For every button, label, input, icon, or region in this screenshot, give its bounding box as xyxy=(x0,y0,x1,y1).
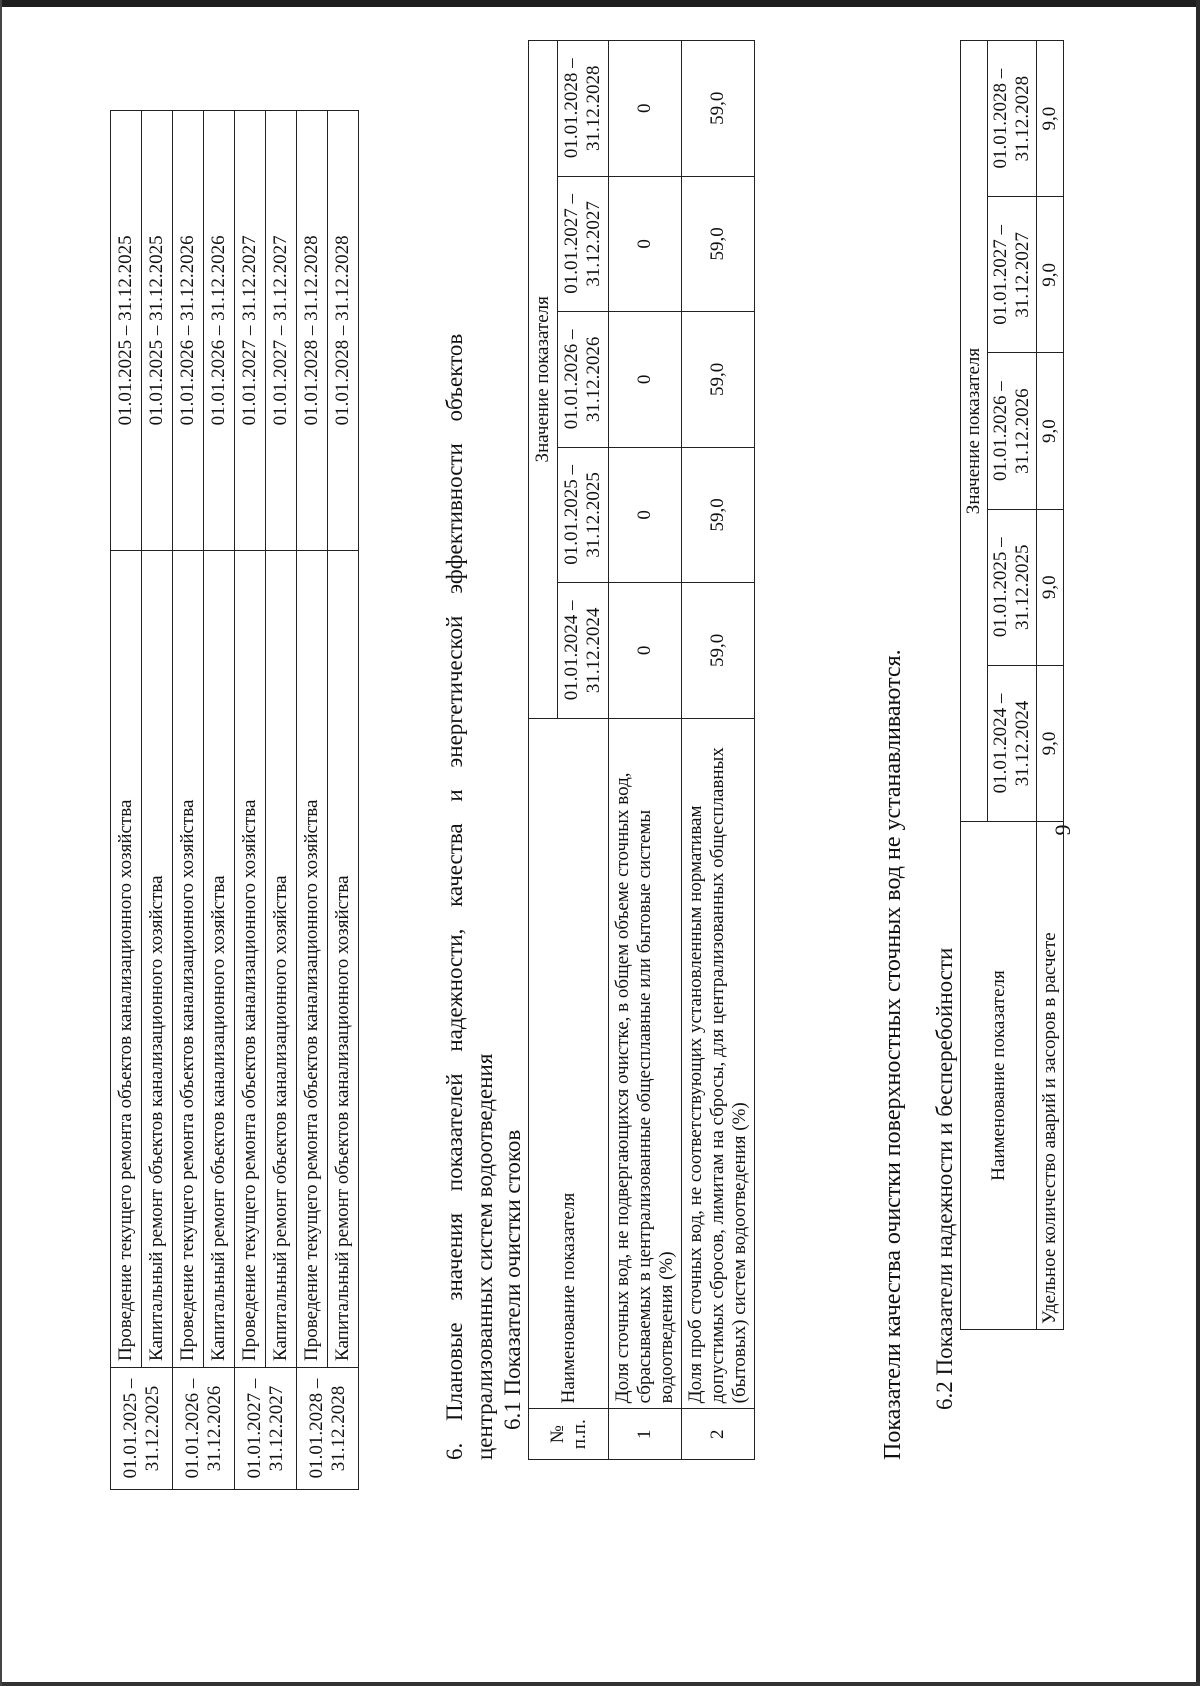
date-cell: 01.01.2027 – 31.12.2027 xyxy=(266,111,297,551)
table-6-1 xyxy=(528,40,755,1460)
period-header: 01.01.2027 – 31.12.2027 xyxy=(988,197,1037,353)
scan-edge-left xyxy=(0,0,2,1686)
scan-edge-top xyxy=(0,0,1200,7)
indicator-value: 0 xyxy=(609,447,682,583)
period-cell: 01.01.2025 – 31.12.2025 xyxy=(111,1367,173,1489)
col-name-header: Наименование показателя xyxy=(961,822,1037,1330)
date-cell: 01.01.2025 – 31.12.2025 xyxy=(111,111,142,551)
period-cell: 01.01.2028 – 31.12.2028 xyxy=(297,1367,359,1489)
period-header: 01.01.2025 – 31.12.2025 xyxy=(988,509,1037,665)
page-number: 9 xyxy=(1050,824,1075,836)
period-header: 01.01.2026 – 31.12.2026 xyxy=(988,353,1037,509)
table-row xyxy=(111,111,142,1490)
table-row xyxy=(609,41,682,1460)
col-num-header: № п.п. xyxy=(529,1409,609,1460)
indicator-value: 0 xyxy=(609,312,682,448)
table-row xyxy=(235,111,266,1490)
work-cell: Капитальный ремонт объектов канализационного хозяйства xyxy=(328,550,359,1367)
indicator-value: 9,0 xyxy=(1037,665,1064,821)
table-header-row xyxy=(961,41,988,1330)
surface-water-note: Показатели качества очистки поверхностных сточных вод не устанавливаются. xyxy=(880,649,906,1460)
table-row xyxy=(1037,41,1064,1330)
col-name-header: Наименование показателя xyxy=(529,718,609,1409)
work-cell: Капитальный ремонт объектов канализационного хозяйства xyxy=(266,550,297,1367)
work-cell: Проведение текущего ремонта объектов канализационного хозяйства xyxy=(173,550,204,1367)
indicator-value: 59,0 xyxy=(682,312,755,448)
indicator-name: Доля сточных вод, не подвергающихся очистке, в общем объеме сточных вод, сбрасываемых в централизованные общесплавные или бытовые системы водоотведения (%) xyxy=(609,718,682,1409)
scan-edge-bottom xyxy=(0,1682,1200,1686)
table-header-row xyxy=(529,41,558,1460)
date-cell: 01.01.2026 – 31.12.2026 xyxy=(204,111,235,551)
table-row xyxy=(682,41,755,1460)
period-header: 01.01.2028 – 31.12.2028 xyxy=(988,41,1037,197)
section-6-title-cont: централизованных систем водоотведения xyxy=(472,1053,497,1460)
row-number: 1 xyxy=(609,1409,682,1460)
period-cell: 01.01.2026 – 31.12.2026 xyxy=(173,1367,235,1489)
indicator-value: 0 xyxy=(609,583,682,719)
date-cell: 01.01.2027 – 31.12.2027 xyxy=(235,111,266,551)
rotated-page xyxy=(50,58,1130,1630)
table-row xyxy=(266,111,297,1490)
section-6-title: 6. Плановые значения показателей надежности, качества и энергетической эффективности объектов xyxy=(442,333,467,1460)
indicator-name: Удельное количество аварий и засоров в расчете xyxy=(1037,822,1064,1330)
indicator-value: 59,0 xyxy=(682,176,755,312)
col-values-header: Значение показателя xyxy=(961,41,988,822)
date-cell: 01.01.2028 – 31.12.2028 xyxy=(297,111,328,551)
subsection-6-2-title: 6.2 Показатели надежности и бесперебойности xyxy=(932,947,957,1410)
work-cell: Капитальный ремонт объектов канализационного хозяйства xyxy=(204,550,235,1367)
indicator-value: 9,0 xyxy=(1037,41,1064,197)
period-header: 01.01.2025 – 31.12.2025 xyxy=(558,447,609,583)
subsection-6-1-title: 6.1 Показатели очистки стоков xyxy=(500,1129,525,1430)
work-cell: Проведение текущего ремонта объектов канализационного хозяйства xyxy=(235,550,266,1367)
scan-edge-right xyxy=(1196,0,1200,1686)
indicator-value: 9,0 xyxy=(1037,509,1064,665)
date-cell: 01.01.2025 – 31.12.2025 xyxy=(142,111,173,551)
indicator-value: 59,0 xyxy=(682,41,755,177)
works-table xyxy=(110,110,359,1490)
table-row xyxy=(142,111,173,1490)
period-cell: 01.01.2027 – 31.12.2027 xyxy=(235,1367,297,1489)
period-header: 01.01.2024 – 31.12.2024 xyxy=(558,583,609,719)
date-cell: 01.01.2026 – 31.12.2026 xyxy=(173,111,204,551)
row-number: 2 xyxy=(682,1409,755,1460)
indicator-value: 59,0 xyxy=(682,583,755,719)
period-header: 01.01.2024 – 31.12.2024 xyxy=(988,665,1037,821)
table-row xyxy=(328,111,359,1490)
period-header: 01.01.2026 – 31.12.2026 xyxy=(558,312,609,448)
date-cell: 01.01.2028 – 31.12.2028 xyxy=(328,111,359,551)
col-values-header: Значение показателя xyxy=(529,41,558,719)
table-row xyxy=(204,111,235,1490)
table-row xyxy=(297,111,328,1490)
work-cell: Проведение текущего ремонта объектов канализационного хозяйства xyxy=(111,550,142,1367)
work-cell: Проведение текущего ремонта объектов канализационного хозяйства xyxy=(297,550,328,1367)
period-header: 01.01.2027 – 31.12.2027 xyxy=(558,176,609,312)
indicator-value: 0 xyxy=(609,41,682,177)
indicator-value: 0 xyxy=(609,176,682,312)
table-row xyxy=(173,111,204,1490)
indicator-value: 9,0 xyxy=(1037,197,1064,353)
period-header: 01.01.2028 – 31.12.2028 xyxy=(558,41,609,177)
indicator-name: Доля проб сточных вод, не соответствующих установленным нормативам допустимых сбросов, лимитам на сбросы, для централизованных общесплавных (бытовых) систем водоотведения (%) xyxy=(682,718,755,1409)
table-6-2 xyxy=(960,40,1064,1330)
work-cell: Капитальный ремонт объектов канализационного хозяйства xyxy=(142,550,173,1367)
indicator-value: 9,0 xyxy=(1037,353,1064,509)
indicator-value: 59,0 xyxy=(682,447,755,583)
